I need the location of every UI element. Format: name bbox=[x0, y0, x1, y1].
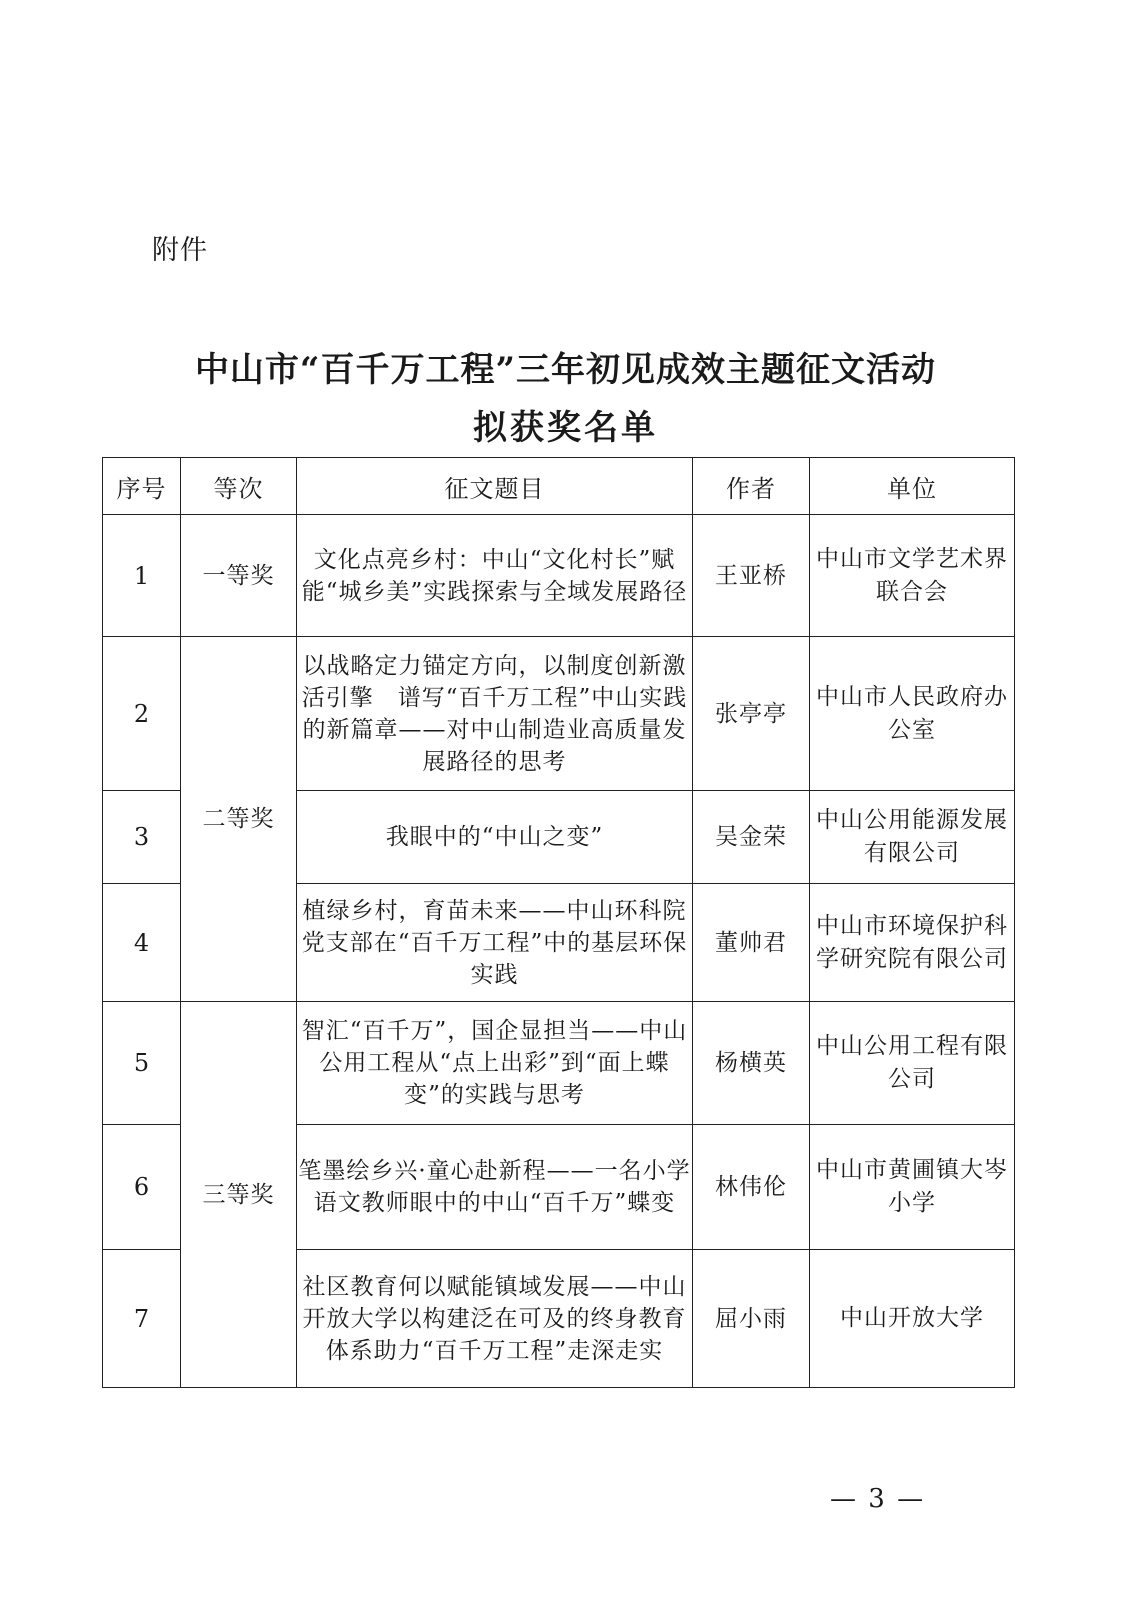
row-unit: 中山市人民政府办公室 bbox=[810, 637, 1015, 791]
rank-second: 二等奖 bbox=[181, 637, 297, 1002]
row-seq: 3 bbox=[103, 791, 181, 884]
document-subtitle: 拟获奖名单 bbox=[473, 408, 658, 448]
row-unit: 中山市黄圃镇大岑小学 bbox=[810, 1125, 1015, 1250]
row-topic: 社区教育何以赋能镇域发展——中山开放大学以构建泛在可及的终身教育体系助力“百千万工程”走深走实 bbox=[297, 1250, 693, 1388]
page-number: — 3 — bbox=[830, 1484, 926, 1514]
table-row bbox=[103, 637, 1015, 791]
row-topic: 智汇“百千万”，国企显担当——中山公用工程从“点上出彩”到“面上蝶变”的实践与思考 bbox=[297, 1002, 693, 1125]
table-row bbox=[103, 515, 1015, 637]
row-topic: 文化点亮乡村：中山“文化村长”赋能“城乡美”实践探索与全域发展路径 bbox=[297, 515, 693, 637]
table-row bbox=[103, 1002, 1015, 1125]
row-seq: 4 bbox=[103, 884, 181, 1002]
row-seq: 2 bbox=[103, 637, 181, 791]
row-unit: 中山公用工程有限公司 bbox=[810, 1002, 1015, 1125]
table-header-row bbox=[103, 458, 1015, 515]
row-unit: 中山公用能源发展有限公司 bbox=[810, 791, 1015, 884]
document-title: 中山市“百千万工程”三年初见成效主题征文活动 bbox=[194, 350, 937, 390]
rank-third: 三等奖 bbox=[181, 1002, 297, 1388]
row-seq: 7 bbox=[103, 1250, 181, 1388]
row-author: 林伟伦 bbox=[693, 1125, 810, 1250]
row-seq: 1 bbox=[103, 515, 181, 637]
rank-first: 一等奖 bbox=[181, 515, 297, 637]
row-unit: 中山开放大学 bbox=[810, 1250, 1015, 1388]
row-unit: 中山市环境保护科学研究院有限公司 bbox=[810, 884, 1015, 1002]
row-author: 张亭亭 bbox=[693, 637, 810, 791]
row-author: 吴金荣 bbox=[693, 791, 810, 884]
row-author: 屈小雨 bbox=[693, 1250, 810, 1388]
row-seq: 6 bbox=[103, 1125, 181, 1250]
row-topic: 笔墨绘乡兴·童心赴新程——一名小学语文教师眼中的中山“百千万”蝶变 bbox=[297, 1125, 693, 1250]
row-topic: 植绿乡村，育苗未来——中山环科院党支部在“百千万工程”中的基层环保实践 bbox=[297, 884, 693, 1002]
row-author: 王亚桥 bbox=[693, 515, 810, 637]
header-topic: 征文题目 bbox=[297, 458, 693, 515]
header-unit: 单位 bbox=[810, 458, 1015, 515]
row-unit: 中山市文学艺术界联合会 bbox=[810, 515, 1015, 637]
header-author: 作者 bbox=[693, 458, 810, 515]
row-seq: 5 bbox=[103, 1002, 181, 1125]
row-author: 董帅君 bbox=[693, 884, 810, 1002]
header-seq: 序号 bbox=[103, 458, 181, 515]
row-topic: 我眼中的“中山之变” bbox=[297, 791, 693, 884]
award-list-table bbox=[102, 457, 1015, 1388]
annex-label: 附件 bbox=[152, 235, 208, 266]
header-rank: 等次 bbox=[181, 458, 297, 515]
row-author: 杨横英 bbox=[693, 1002, 810, 1125]
row-topic: 以战略定力锚定方向，以制度创新激活引擎 谱写“百千万工程”中山实践的新篇章——对中山制造业高质量发展路径的思考 bbox=[297, 637, 693, 791]
